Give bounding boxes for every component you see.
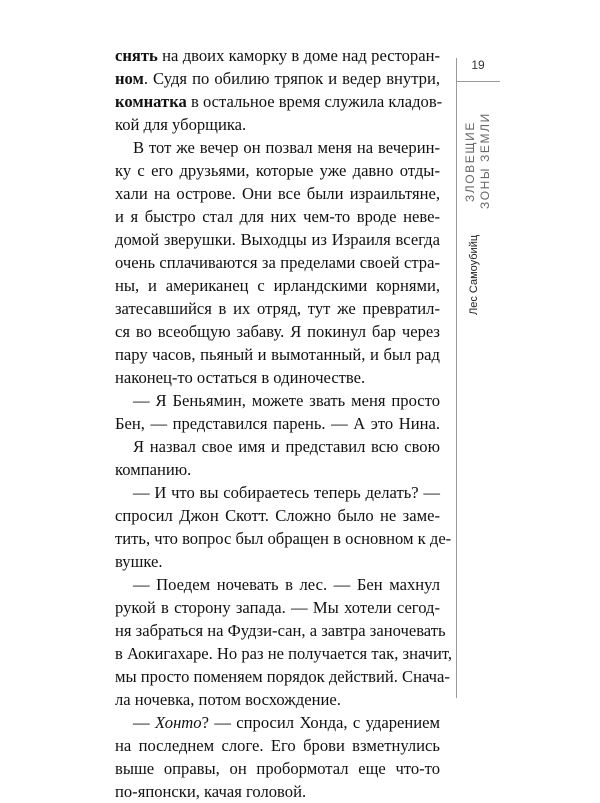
- text-line: ня забраться на Фудзи-сан, а завтра заночевать: [115, 621, 446, 640]
- italic-word: Хонто: [154, 713, 202, 732]
- text-line: — Поедем ночевать в лес. — Бен махнул: [133, 575, 440, 594]
- author-name: Лес Самоубийц: [468, 234, 480, 315]
- text-line: очень сплачиваются за пределами своей стра-: [115, 253, 440, 272]
- text-line: ла ночевка, потом восхождение.: [115, 690, 341, 709]
- text-line: на последнем слоге. Его брови взметнулись: [115, 736, 440, 755]
- text-line: вушке.: [115, 552, 163, 571]
- text-line: ся во всеобщую забаву. Я покинул бар через: [115, 322, 440, 341]
- bold-word: комнатка: [115, 92, 187, 111]
- text-line: мы просто поменяем порядок действий. Снача-: [115, 667, 450, 686]
- bold-word: снять: [115, 46, 158, 65]
- text-line: выше оправы, он пробормотал еще что-то: [115, 759, 440, 778]
- text-line: — Хонто? — спросил Хонда, с ударением: [133, 713, 440, 732]
- text-line: тить, что вопрос был обращен в основном к де-: [115, 529, 452, 548]
- text-line: рукой в сторону запада. — Мы хотели сегод-: [115, 598, 440, 617]
- text-line: комнатка в остальное время служила кладов-: [115, 92, 443, 111]
- text-line: по-японски, качая головой.: [115, 782, 307, 801]
- text-line: снять на двоих каморку в доме над ресторан-: [115, 46, 440, 65]
- text-line: Бен, — представился парень. — А это Нина.: [115, 414, 440, 433]
- text-line: и я быстро стал для них чем-то вроде неве-: [115, 207, 440, 226]
- text-line: компанию.: [115, 460, 192, 479]
- text-line: затесавшийся в их отряд, тут же превратил-: [115, 299, 440, 318]
- text-line: пару часов, пьяный и вымотанный, и был рад: [115, 345, 440, 364]
- body-text: [115, 44, 453, 803]
- page-number: 19: [471, 58, 485, 72]
- text-line: домой зверушки. Выходцы из Израиля всегда: [115, 230, 440, 249]
- text-line: ку с его друзьями, которые уже давно отды-: [115, 161, 440, 180]
- text-line: в Аокигахаре. Но раз не получается так, значит,: [115, 644, 453, 663]
- text-line: спросил Джон Скотт. Сложно было не заме-: [115, 506, 440, 525]
- text-line: наконец-то остаться в одиночестве.: [115, 368, 366, 387]
- text-line: ном. Судя по обилию тряпок и ведер внутри,: [115, 69, 440, 88]
- running-title-line: ЗОНЫ ЗЕМЛИ: [478, 112, 492, 210]
- text-line: хали на острове. Они все были израильтяне,: [115, 184, 440, 203]
- bold-word: ном: [115, 69, 144, 88]
- sidebar-rule: [456, 58, 457, 698]
- text-line: В тот же вечер он позвал меня на вечерин-: [133, 138, 440, 157]
- text-line: Я назвал свое имя и представил всю свою: [133, 437, 440, 456]
- text-line: — Я Беньямин, можете звать меня просто: [133, 391, 440, 410]
- running-title-line: ЗЛОВЕЩИЕ: [463, 120, 477, 202]
- text-line: кой для уборщика.: [115, 115, 247, 134]
- text-line: — И что вы собираетесь теперь делать? —: [133, 483, 440, 502]
- text-line: ны, и американец с ирландскими корнями,: [115, 276, 440, 295]
- page-number-rule: [456, 81, 500, 82]
